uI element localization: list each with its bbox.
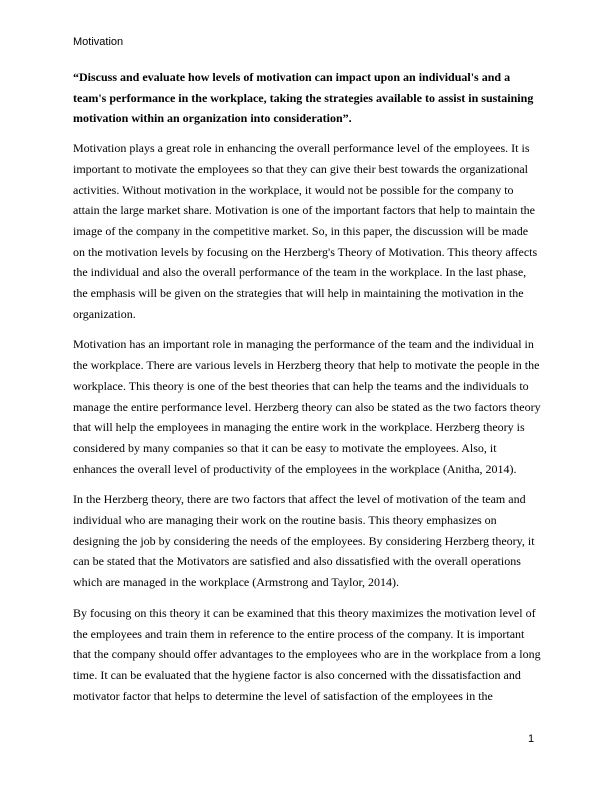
document-body (73, 67, 541, 716)
body-paragraph-2: Motivation has an important role in managing the performance of the team and the individual in the workplace. There are various levels in Herzberg theory that help to motivate the people in the workplace. This theory is one of the best theories that can help the teams and the individuals to manage the entire performance level. Herzberg theory can also be stated as the two factors theory that will help the employees in managing the entire work in the workplace. Herzberg theory is considered by many companies so that it can be easy to motivate the employees. Also, it enhances the overall level of productivity of the employees in the workplace (Anitha, 2014). (73, 337, 541, 476)
page-number: 1 (528, 733, 535, 745)
body-paragraph-4: By focusing on this theory it can be examined that this theory maximizes the motivation level of the employees and train them in reference to the entire process of the company. It is important that the company should offer advantages to the employees who are in the workplace from a long time. It can be evaluated that the hygiene factor is also concerned with the dissatisfaction and motivator factor that helps to determine the level of satisfaction of the employees in the (73, 605, 541, 703)
body-paragraph-3: In the Herzberg theory, there are two factors that affect the level of motivation of the team and individual who are managing their work on the routine basis. This theory emphasizes on designing the job by considering the needs of the employees. By considering Herzberg theory, it can be stated that the Motivators are satisfied and also dissatisfied with the overall operations which are managed in the workplace (Armstrong and Taylor, 2014). (73, 492, 535, 590)
running-header-title: Motivation (73, 36, 124, 48)
body-paragraph-1: Motivation plays a great role in enhancing the overall performance level of the employees. It is important to motivate the employees so that they can give their best towards the organizational activities. Without motivation in the workplace, it would not be possible for the company to attain the large market share. Motivation is one of the important factors that help to maintain the image of the company in the competitive market. So, in this paper, the discussion will be made on the motivation levels by focusing on the Herzberg's Theory of Motivation. This theory affects the individual and also the overall performance of the team in the workplace. In the last phase, the emphasis will be given on the strategies that will help in maintaining the motivation in the organization. (73, 141, 538, 321)
essay-question-heading: “Discuss and evaluate how levels of motivation can impact upon an individual's and a team's performance in the workplace, taking the strategies available to assist in sustaining motivation within an organization into consideration”. (73, 70, 534, 126)
